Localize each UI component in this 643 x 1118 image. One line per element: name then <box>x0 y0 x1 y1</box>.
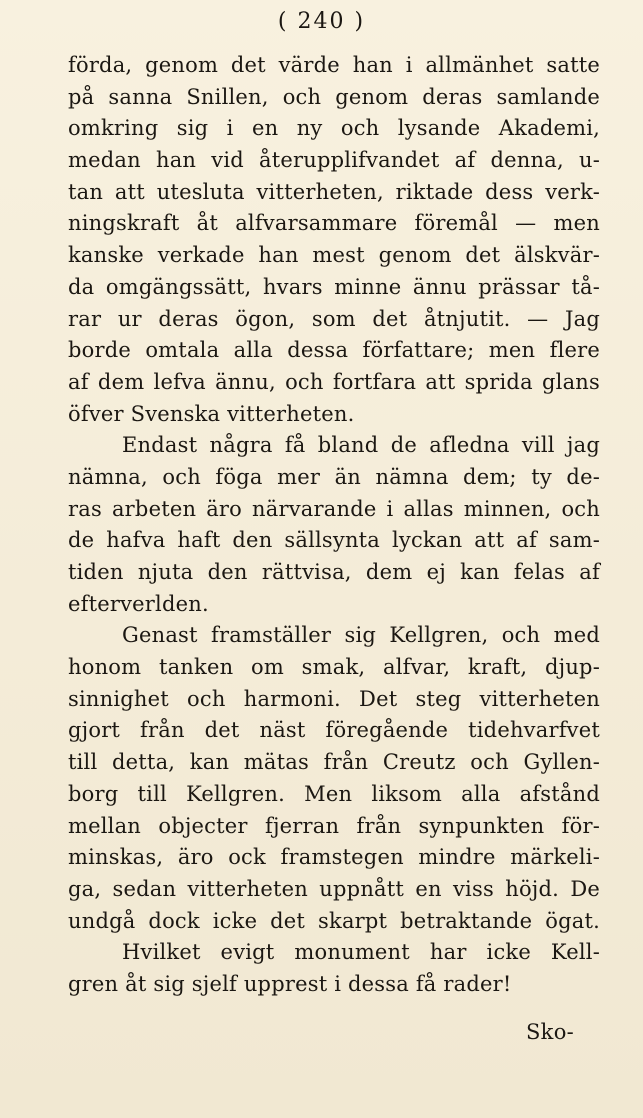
text-line: Genast framställer sig Kellgren, och med <box>122 623 600 648</box>
text-line: omkring sig i en ny och lysande Akademi, <box>68 116 600 141</box>
catchword: Sko- <box>526 1020 575 1044</box>
text-line: mellan objecter fjerran från synpunkten för- <box>68 813 600 838</box>
text-line: ga, sedan vitterheten uppnått en viss höjd. De <box>68 876 600 901</box>
text-line: ningskraft åt alfvarsammare föremål — men <box>68 211 600 236</box>
text-line: till detta, kan mätas från Creutz och Gyllen- <box>68 750 600 775</box>
text-line: efterverlden. <box>68 591 209 616</box>
text-line: nämna, och föga mer än nämna dem; ty de- <box>68 464 600 489</box>
text-line: da omgängssätt, hvars minne ännu prässar tå- <box>68 274 600 299</box>
text-line: Hvilket evigt monument har icke Kell- <box>122 940 600 965</box>
text-line: öfver Svenska vitterheten. <box>68 401 355 426</box>
text-line: de hafva haft den sällsynta lyckan att af sam- <box>68 528 600 553</box>
text-line: af dem lefva ännu, och fortfara att sprida glans <box>68 369 600 394</box>
text-line: ras arbeten äro närvarande i allas minnen, och <box>68 496 600 521</box>
text-line: borg till Kellgren. Men liksom alla afstånd <box>68 781 600 806</box>
text-line: borde omtala alla dessa författare; men flere <box>68 338 600 363</box>
text-line: rar ur deras ögon, som det åtnjutit. — Jag <box>68 306 600 331</box>
text-line: på sanna Snillen, och genom deras samlande <box>68 84 600 109</box>
text-line: kanske verkade han mest genom det älskvär- <box>68 243 600 268</box>
text-line: sinnighet och harmoni. Det steg vitterheten <box>68 686 600 711</box>
text-line: minskas, äro ock framstegen mindre märkeli- <box>68 845 600 870</box>
text-line: tan att utesluta vitterheten, riktade dess verk- <box>68 179 600 204</box>
text-line: tiden njuta den rättvisa, dem ej kan felas af <box>68 560 600 584</box>
body-text <box>68 50 600 1001</box>
text-line: förda, genom det värde han i allmänhet satte <box>68 53 600 77</box>
text-line: honom tanken om smak, alfvar, kraft, djup- <box>68 655 600 680</box>
text-line: Endast några få bland de afledna vill jag <box>122 433 600 458</box>
text-line: gjort från det näst föregående tidehvarfvet <box>68 718 600 743</box>
text-line: medan han vid återupplifvandet af denna, u- <box>68 148 600 173</box>
page-number: ( 240 ) <box>277 9 366 34</box>
text-line: undgå dock icke det skarpt betraktande ögat. <box>68 908 600 933</box>
text-line: gren åt sig sjelf upprest i dessa få rader! <box>68 971 512 996</box>
